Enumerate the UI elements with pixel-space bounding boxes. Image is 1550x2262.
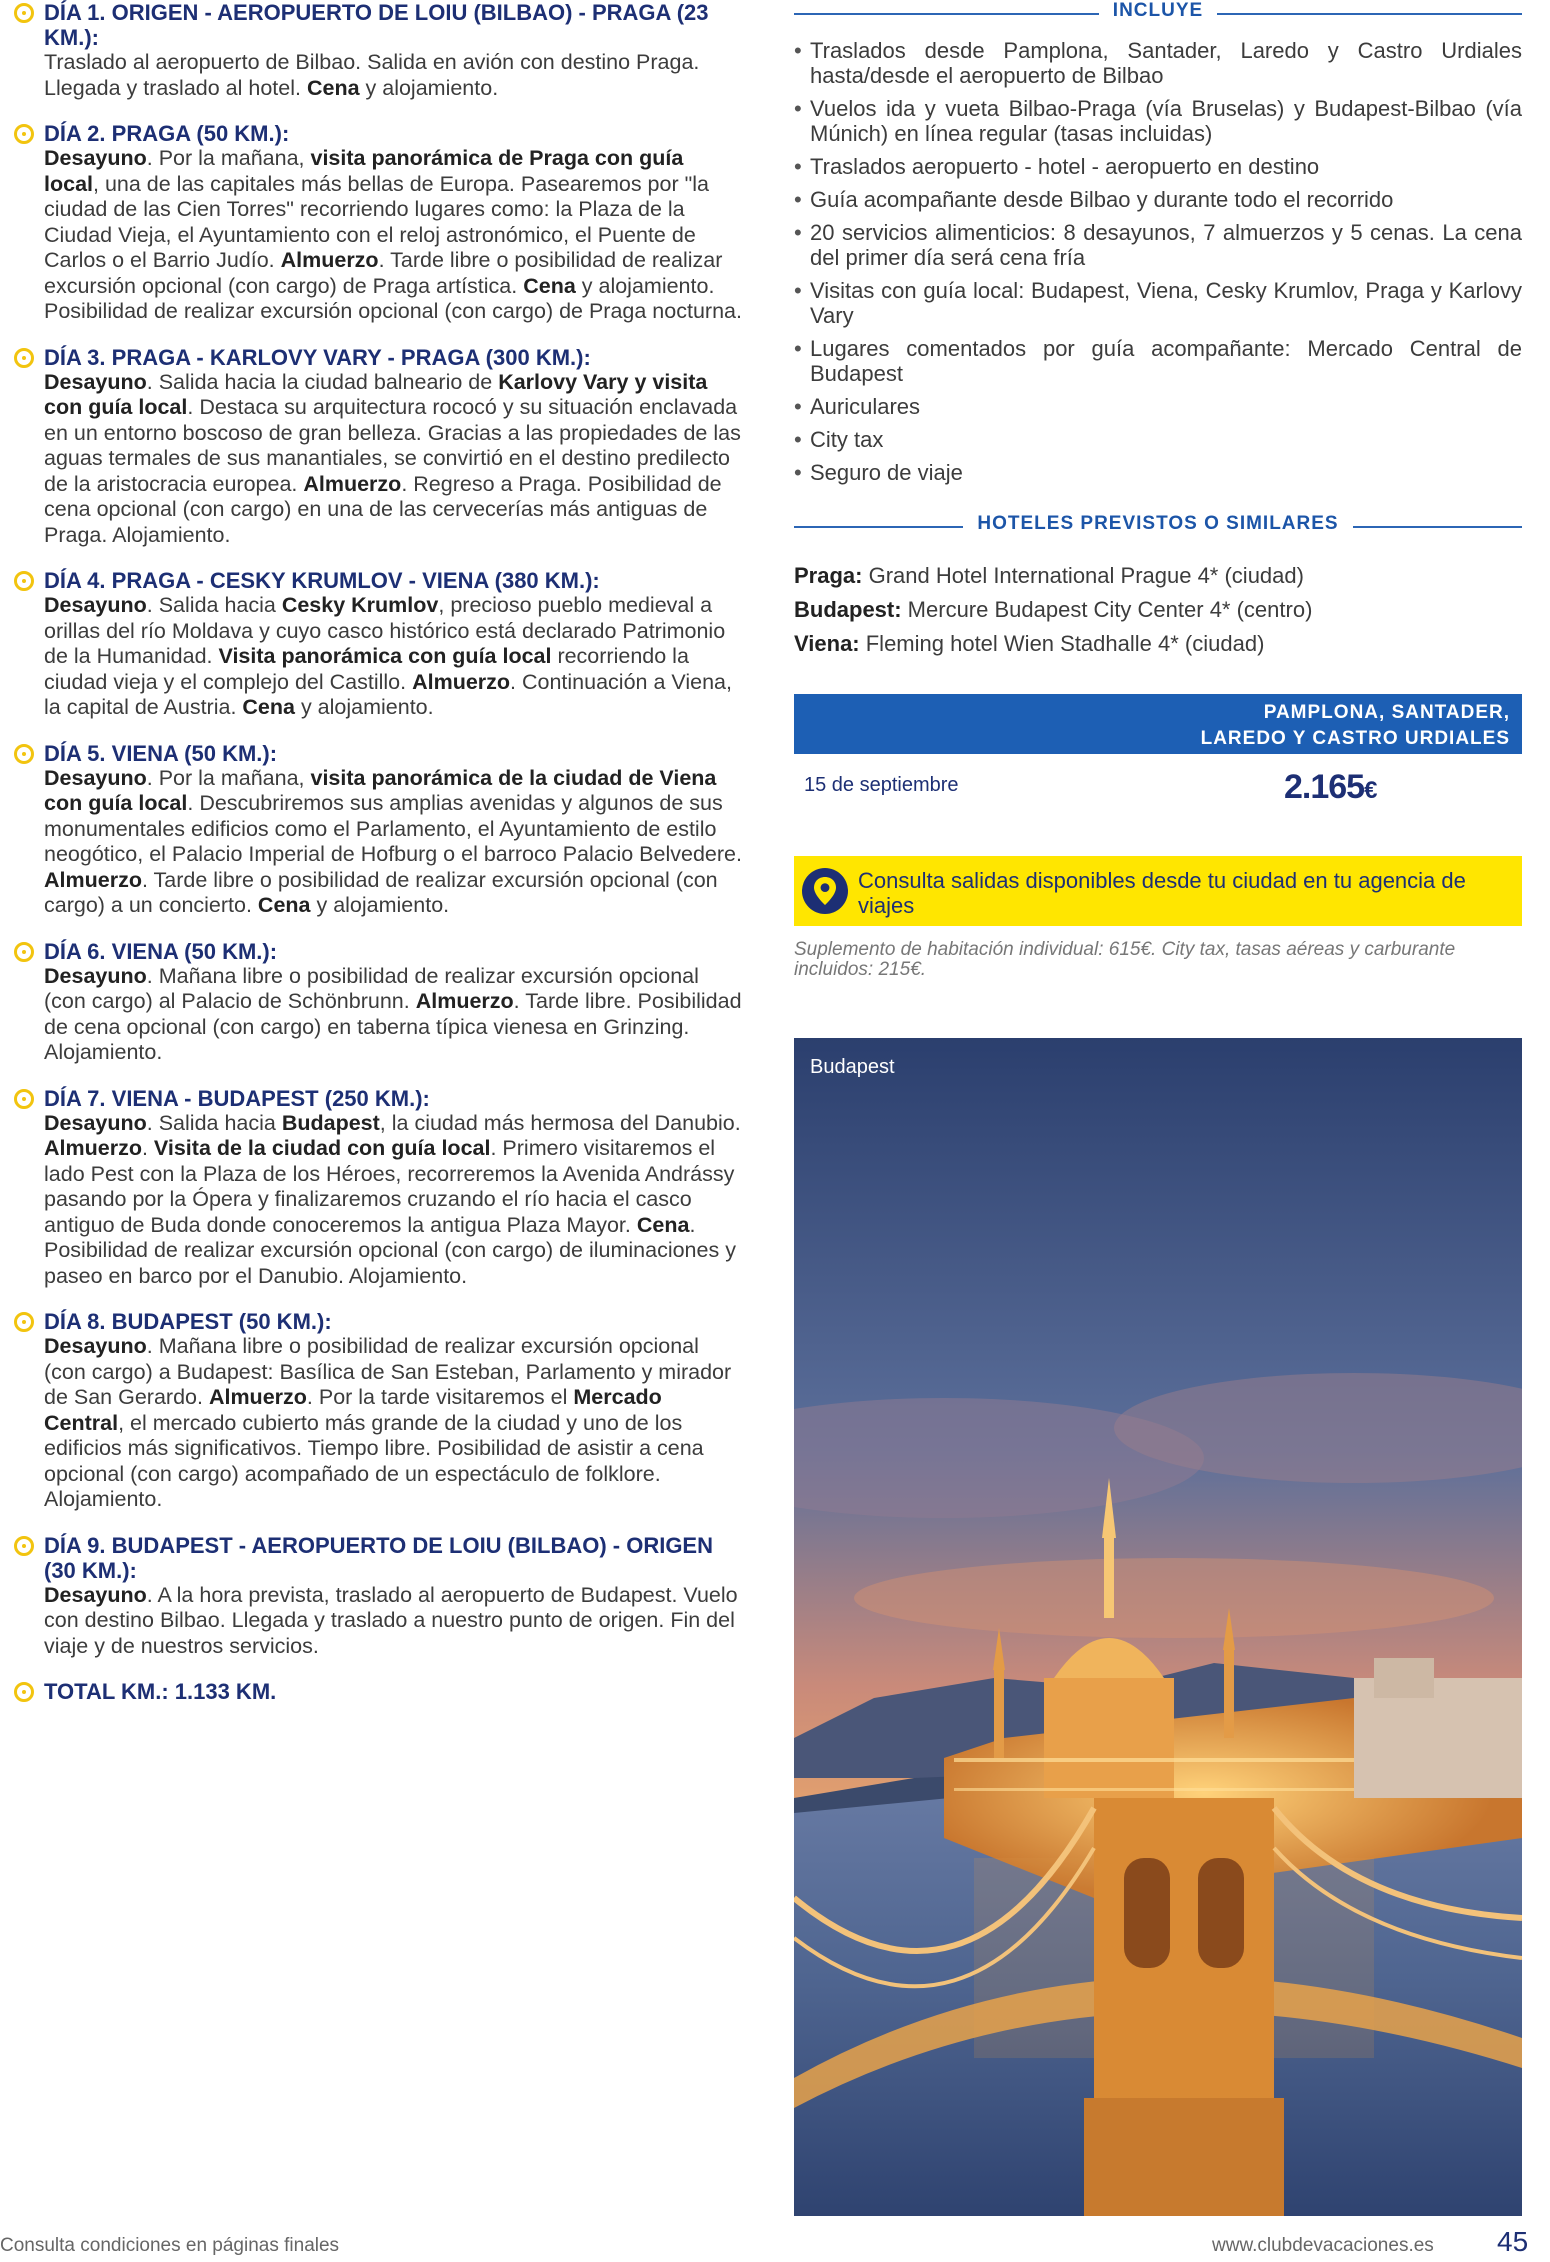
price-table bbox=[794, 694, 1522, 816]
day-title: DÍA 7. VIENA - BUDAPEST (250 KM.): bbox=[44, 1085, 430, 1111]
hotel-name: Grand Hotel International Prague 4* (ciudad) bbox=[862, 563, 1304, 588]
day-text-bold: Desayuno bbox=[44, 1334, 147, 1358]
budapest-photo bbox=[794, 1038, 1522, 2216]
day-text-bold: Desayuno bbox=[44, 765, 147, 790]
incluye-item: • Seguro de viaje bbox=[794, 460, 1522, 485]
info-column bbox=[794, 0, 1522, 980]
day-text: . Tarde libre. Posibilidad de cena opcional (con cargo) en taberna típica vienesa en Grinzing. Alojamiento. bbox=[44, 989, 742, 1064]
day-text: y alojamiento. bbox=[294, 695, 434, 719]
hotel-line bbox=[794, 563, 1522, 588]
day-marker-icon bbox=[14, 3, 34, 23]
day-text: . Tarde libre o posibilidad de realizar excursión opcional (con cargo) a un concierto. bbox=[44, 867, 718, 917]
day-text-bold: Cena bbox=[257, 893, 311, 917]
incluye-item: • Traslados aeropuerto - hotel - aeropuerto en destino bbox=[794, 154, 1522, 179]
day-text: . bbox=[141, 1136, 154, 1160]
day-marker-icon bbox=[14, 348, 34, 368]
supplement-note: Suplemento de habitación individual: 615€. City tax, tasas aéreas y carburante incluidos: 215€. bbox=[794, 939, 1456, 980]
day-description bbox=[44, 1334, 742, 1513]
day-text: , precioso pueblo medieval a orillas del río Moldava y cuyo casco histórico está declarado Patrimonio de la Humanidad. bbox=[44, 593, 726, 668]
day-title: TOTAL KM.: 1.133 KM. bbox=[44, 1679, 277, 1704]
day-text: . Mañana libre o posibilidad de realizar excursión opcional (con cargo) a Budapest: Basílica de San Esteban, Parlamento y mirador de San Gerardo. bbox=[44, 1334, 732, 1409]
day-text: . Descubriremos sus amplias avenidas y algunos de sus monumentales edificios como el Parlamento, el Ayuntamiento de estilo neogótico, el Palacio Imperial de Hofburg o el barroco Palacio Belvedere. bbox=[44, 791, 742, 866]
day-text-bold: Desayuno bbox=[44, 369, 147, 394]
day-description bbox=[44, 50, 742, 101]
itinerary-day bbox=[14, 1533, 742, 1660]
itinerary-day bbox=[14, 0, 742, 101]
itinerary-day bbox=[14, 1086, 742, 1290]
day-text: . Continuación a Viena, la capital de Austria. bbox=[44, 669, 732, 719]
day-text: . Regreso a Praga. Posibilidad de cena opcional (con cargo) en una de las cervecerías más antiguas de Praga. Alojamiento. bbox=[44, 471, 722, 547]
day-title: DÍA 1. ORIGEN - AEROPUERTO DE LOIU (BILBAO) - PRAGA (23 KM.): bbox=[44, 0, 709, 50]
day-text-bold: Cesky Krumlov bbox=[281, 593, 439, 617]
consult-banner bbox=[794, 856, 1522, 926]
day-text: y alojamiento. Posibilidad de realizar excursión opcional (con cargo) de Praga nocturna. bbox=[44, 273, 742, 323]
day-text-bold: Budapest bbox=[281, 1110, 380, 1135]
day-text: Traslado al aeropuerto de Bilbao. Salida en avión con destino Praga. Llegada y traslado al hotel. bbox=[44, 50, 700, 100]
hotel-list bbox=[794, 563, 1522, 656]
day-marker-icon bbox=[14, 1682, 34, 1702]
hotel-city: Viena: bbox=[794, 631, 860, 656]
hotel-name: Fleming hotel Wien Stadhalle 4* (ciudad) bbox=[859, 631, 1265, 656]
footer-website[interactable]: www.clubdevacaciones.es bbox=[1212, 2235, 1434, 2256]
day-text-bold: Almuerzo bbox=[208, 1385, 307, 1409]
day-text-bold: visita panorámica de la ciudad de Viena con guía local bbox=[44, 765, 717, 815]
incluye-item: • City tax bbox=[794, 427, 1522, 452]
day-text: . Por la tarde visitaremos el bbox=[306, 1385, 574, 1409]
day-text: , el mercado cubierto más grande de la ciudad y uno de los edificios más significativos. Tiempo libre. Posibilidad de asistir a cena opcional (con cargo) acompañado de un espectáculo de folklore. Alojamiento. bbox=[44, 1410, 704, 1511]
itinerary-day bbox=[14, 1679, 742, 1704]
itinerary bbox=[14, 0, 742, 1724]
price-amount bbox=[1284, 768, 1376, 807]
day-text: . Por la mañana, bbox=[146, 146, 311, 170]
price-row bbox=[794, 754, 1522, 816]
day-description bbox=[44, 964, 742, 1066]
day-text-bold: Almuerzo bbox=[412, 669, 511, 694]
price-header-line2: LAREDO Y CASTRO URDIALES bbox=[1200, 728, 1510, 749]
day-text: y alojamiento. bbox=[310, 893, 450, 917]
incluye-item: • Lugares comentados por guía acompañante: Mercado Central de Budapest bbox=[794, 336, 1522, 386]
consult-text: Consulta salidas disponibles desde tu ciudad en tu agencia de viajes bbox=[858, 868, 1466, 918]
incluye-item: • Auriculares bbox=[794, 394, 1522, 419]
price-table-header bbox=[794, 694, 1522, 754]
day-text: . Por la mañana, bbox=[146, 765, 311, 790]
day-description bbox=[44, 370, 742, 549]
day-marker-icon bbox=[14, 744, 34, 764]
day-text-bold: Cena bbox=[636, 1212, 690, 1237]
page-number: 45 bbox=[1497, 2226, 1529, 2257]
hotel-city: Budapest: bbox=[794, 597, 902, 622]
day-text: . Primero visitaremos el lado Pest con la Plaza de los Héroes, recorreremos la Avenida Andrássy pasando por la Ópera y finalizaremos cruzando el río hacia el casco antiguo de Buda donde conoceremos la antigua Plaza Mayor. bbox=[44, 1136, 735, 1237]
day-title: DÍA 3. PRAGA - KARLOVY VARY - PRAGA (300 KM.): bbox=[44, 344, 591, 370]
day-text-bold: Almuerzo bbox=[303, 471, 402, 496]
day-marker-icon bbox=[14, 571, 34, 591]
price-value: 2.165 bbox=[1284, 768, 1365, 806]
day-text-bold: Desayuno bbox=[44, 593, 147, 617]
incluye-heading-label: INCLUYE bbox=[1099, 0, 1217, 21]
day-title: DÍA 9. BUDAPEST - AEROPUERTO DE LOIU (BILBAO) - ORIGEN (30 KM.): bbox=[44, 1532, 713, 1583]
day-text-bold: Mercado Central bbox=[44, 1385, 662, 1435]
hotel-line bbox=[794, 631, 1522, 656]
departure-date: 15 de septiembre bbox=[804, 774, 959, 796]
day-marker-icon bbox=[14, 1536, 34, 1556]
day-text: , una de las capitales más bellas de Europa. Pasearemos por "la ciudad de las Cien Torres" recorriendo lugares como: la Plaza de la Ciudad Vieja, el Ayuntamiento con el reloj astronómico, el Puente de Carlos o el Barrio Judío. bbox=[44, 171, 709, 272]
day-description bbox=[44, 593, 742, 721]
price-header-line1: PAMPLONA, SANTADER, bbox=[1263, 702, 1510, 723]
incluye-item: • Vuelos ida y vueta Bilbao-Praga (vía Bruselas) y Budapest-Bilbao (vía Múnich) en línea regular (tasas incluidas) bbox=[794, 96, 1522, 146]
day-text-bold: Desayuno bbox=[44, 1110, 147, 1135]
itinerary-day bbox=[14, 741, 742, 919]
hotel-name: Mercure Budapest City Center 4* (centro) bbox=[901, 597, 1313, 622]
hotel-city: Praga: bbox=[794, 563, 863, 588]
day-text: . Posibilidad de realizar excursión opcional (con cargo) de iluminaciones y paseo en barco por el Danubio. Alojamiento. bbox=[44, 1212, 736, 1288]
incluye-item: • 20 servicios alimenticios: 8 desayunos, 7 almuerzos y 5 cenas. La cena del primer día será cena fría bbox=[794, 220, 1522, 270]
day-title: DÍA 2. PRAGA (50 KM.): bbox=[44, 121, 290, 146]
day-marker-icon bbox=[14, 942, 34, 962]
day-description bbox=[44, 1583, 742, 1660]
incluye-list bbox=[794, 38, 1522, 485]
footer-conditions: Consulta condiciones en páginas finales bbox=[0, 2235, 340, 2256]
price-currency: € bbox=[1364, 777, 1377, 804]
photo-caption: Budapest bbox=[810, 1056, 895, 1078]
day-text: . Salida hacia la ciudad balneario de bbox=[146, 369, 499, 394]
day-text-bold: Desayuno bbox=[44, 963, 147, 988]
day-marker-icon bbox=[14, 1089, 34, 1109]
day-text-bold: Visita de la ciudad con guía local bbox=[153, 1136, 491, 1160]
day-text-bold: Cena bbox=[523, 273, 576, 298]
itinerary-day bbox=[14, 345, 742, 549]
day-title: DÍA 6. VIENA (50 KM.): bbox=[44, 938, 278, 964]
hoteles-heading bbox=[794, 513, 1522, 541]
day-text: . Destaca su arquitectura rococó y su situación enclavada en un entorno boscoso de gran belleza. Gracias a las propiedades de las aguas termales de sus manantiales, se convirtió en el destino predilecto de la aristocracia europea. bbox=[44, 395, 741, 496]
location-pin-icon bbox=[802, 868, 848, 914]
day-text: , la ciudad más hermosa del Danubio. bbox=[379, 1110, 741, 1135]
day-marker-icon bbox=[14, 124, 34, 144]
day-text: recorriendo la ciudad vieja y el complejo del Castillo. bbox=[44, 644, 689, 694]
day-text-bold: Karlovy Vary y visita con guía local bbox=[44, 369, 708, 419]
day-text-bold: Almuerzo bbox=[415, 989, 514, 1013]
day-text-bold: Almuerzo bbox=[44, 1136, 142, 1160]
day-title: DÍA 4. PRAGA - CESKY KRUMLOV - VIENA (380 KM.): bbox=[44, 568, 600, 593]
day-text-bold: Desayuno bbox=[44, 146, 147, 170]
day-description bbox=[44, 1111, 742, 1290]
day-text-bold: Visita panorámica con guía local bbox=[218, 644, 552, 668]
hoteles-heading-label: HOTELES PREVISTOS O SIMILARES bbox=[963, 513, 1352, 534]
day-marker-icon bbox=[14, 1312, 34, 1332]
incluye-item: • Traslados desde Pamplona, Santader, Laredo y Castro Urdiales hasta/desde el aeropuerto de Bilbao bbox=[794, 38, 1522, 88]
itinerary-day bbox=[14, 121, 742, 325]
day-text-bold: Desayuno bbox=[44, 1582, 147, 1607]
budapest-illustration bbox=[794, 1038, 1522, 2216]
day-text: y alojamiento. bbox=[359, 75, 499, 100]
day-text: . Salida hacia bbox=[146, 593, 282, 617]
day-text: . Salida hacia bbox=[146, 1110, 282, 1135]
incluye-item: • Visitas con guía local: Budapest, Viena, Cesky Krumlov, Praga y Karlovy Vary bbox=[794, 278, 1522, 328]
day-title: DÍA 8. BUDAPEST (50 KM.): bbox=[44, 1309, 332, 1334]
day-text: . Tarde libre o posibilidad de realizar excursión opcional (con cargo) de Praga artística. bbox=[44, 248, 723, 298]
itinerary-day bbox=[14, 568, 742, 721]
day-text-bold: Cena bbox=[306, 75, 360, 100]
day-text-bold: Almuerzo bbox=[280, 248, 379, 272]
itinerary-day bbox=[14, 1309, 742, 1513]
day-text-bold: Almuerzo bbox=[44, 867, 142, 892]
incluye-item: • Guía acompañante desde Bilbao y durante todo el recorrido bbox=[794, 187, 1522, 212]
day-title: DÍA 5. VIENA (50 KM.): bbox=[44, 740, 278, 766]
day-text: . Mañana libre o posibilidad de realizar excursión opcional (con cargo) al Palacio de Schönbrunn. bbox=[44, 963, 699, 1013]
hotel-line bbox=[794, 597, 1522, 622]
day-description bbox=[44, 766, 742, 919]
itinerary-day bbox=[14, 939, 742, 1066]
incluye-heading bbox=[794, 0, 1522, 28]
day-description bbox=[44, 146, 742, 325]
day-text: . A la hora prevista, traslado al aeropuerto de Budapest. Vuelo con destino Bilbao. Llegada y traslado a nuestro punto de origen. Fin del viaje y de nuestros servicios. bbox=[44, 1582, 738, 1658]
day-text-bold: visita panorámica de Praga con guía local bbox=[44, 146, 684, 196]
day-text-bold: Cena bbox=[242, 695, 295, 719]
